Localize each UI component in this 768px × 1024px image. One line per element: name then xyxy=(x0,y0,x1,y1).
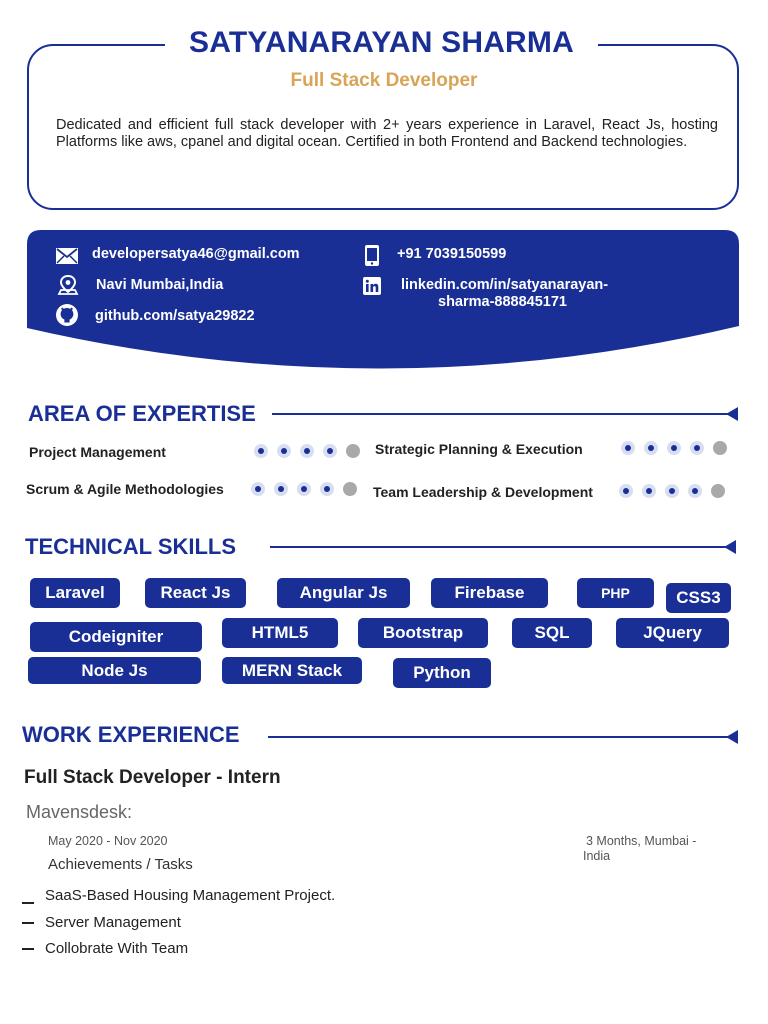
job-duration-line1: 3 Months, Mumbai - xyxy=(586,834,697,848)
phone-icon xyxy=(365,245,379,266)
skills-heading: TECHNICAL SKILLS xyxy=(25,534,237,559)
skill-tag: Codeigniter xyxy=(30,622,202,652)
rating-dot-filled xyxy=(300,444,314,458)
dash-icon xyxy=(22,922,34,924)
work-divider-cap xyxy=(726,730,738,744)
job-duration-location xyxy=(583,834,713,864)
rating-dot-empty xyxy=(346,444,360,458)
location-icon xyxy=(57,275,79,297)
expertise-rating xyxy=(254,444,360,458)
task-text: Collobrate With Team xyxy=(45,940,189,957)
expertise-item-label: Team Leadership & Development xyxy=(373,484,593,500)
task-item xyxy=(22,940,188,957)
skill-tag: Bootstrap xyxy=(358,618,488,648)
rating-dot-filled xyxy=(277,444,291,458)
expertise-divider xyxy=(272,413,732,415)
linkedin-link-line2[interactable]: sharma-888845171 xyxy=(438,294,567,310)
rating-dot-filled xyxy=(274,482,288,496)
linkedin-link-line1[interactable]: linkedin.com/in/satyanarayan- xyxy=(401,277,609,293)
rating-dot-filled xyxy=(320,482,334,496)
profile-summary: Dedicated and efficient full stack developer with 2+ years experience in Laravel, React Js, hosting Platforms like aws, cpanel and digital ocean. Certified in both Frontend and Backend technologies. xyxy=(56,117,718,150)
github-icon xyxy=(55,303,79,327)
rating-dot-filled xyxy=(297,482,311,496)
skill-tag: React Js xyxy=(145,578,246,608)
rating-dot-filled xyxy=(642,484,656,498)
dash-icon xyxy=(22,902,34,904)
achievements-label: Achievements / Tasks xyxy=(48,856,193,873)
linkedin-icon xyxy=(363,277,381,295)
task-text: Server Management xyxy=(45,914,181,931)
skill-tag: PHP xyxy=(577,578,654,608)
expertise-heading: AREA OF EXPERTISE xyxy=(28,401,256,426)
expertise-item-label: Strategic Planning & Execution xyxy=(375,441,583,457)
expertise-rating xyxy=(619,484,725,498)
skill-tag: Node Js xyxy=(28,657,201,684)
expertise-item-label: Scrum & Agile Methodologies xyxy=(26,481,224,497)
email-link[interactable]: developersatya46@gmail.com xyxy=(92,246,300,262)
expertise-rating xyxy=(251,482,357,496)
work-heading: WORK EXPERIENCE xyxy=(22,722,240,747)
skill-tag: Python xyxy=(393,658,491,688)
skill-tag: CSS3 xyxy=(666,583,731,613)
skills-divider-cap xyxy=(724,540,736,554)
location-text: Navi Mumbai,India xyxy=(96,277,224,293)
expertise-rating xyxy=(621,441,727,455)
rating-dot-filled xyxy=(688,484,702,498)
job-dates: May 2020 - Nov 2020 xyxy=(48,834,168,848)
rating-dot-empty xyxy=(343,482,357,496)
rating-dot-filled xyxy=(323,444,337,458)
skill-tag: MERN Stack xyxy=(222,657,362,684)
github-link[interactable]: github.com/satya29822 xyxy=(95,308,255,324)
rating-dot-empty xyxy=(713,441,727,455)
candidate-name: SATYANARAYAN SHARMA xyxy=(165,26,598,60)
skill-tag: HTML5 xyxy=(222,618,338,648)
rating-dot-filled xyxy=(690,441,704,455)
expertise-item-label: Project Management xyxy=(29,444,166,460)
rating-dot-filled xyxy=(665,484,679,498)
skill-tag: Laravel xyxy=(30,578,120,608)
dash-icon xyxy=(22,948,34,950)
task-text: SaaS-Based Housing Management Project. xyxy=(45,887,336,904)
rating-dot-filled xyxy=(619,484,633,498)
skill-tag: SQL xyxy=(512,618,592,648)
rating-dot-filled xyxy=(254,444,268,458)
work-divider xyxy=(268,736,732,738)
rating-dot-empty xyxy=(711,484,725,498)
mail-icon xyxy=(56,248,78,264)
job-title: Full Stack Developer - Intern xyxy=(24,767,281,788)
job-headline: Full Stack Developer xyxy=(290,70,478,91)
skill-tag: JQuery xyxy=(616,618,729,648)
rating-dot-filled xyxy=(667,441,681,455)
company-name: Mavensdesk: xyxy=(26,802,133,822)
rating-dot-filled xyxy=(251,482,265,496)
rating-dot-filled xyxy=(621,441,635,455)
task-item xyxy=(22,914,181,931)
expertise-divider-cap xyxy=(726,407,738,421)
rating-dot-filled xyxy=(644,441,658,455)
skill-tag: Angular Js xyxy=(277,578,410,608)
skill-tag: Firebase xyxy=(431,578,548,608)
task-item xyxy=(22,887,335,904)
job-duration-line2: India xyxy=(583,849,611,863)
phone-number[interactable]: +91 7039150599 xyxy=(397,246,507,262)
skills-divider xyxy=(270,546,730,548)
